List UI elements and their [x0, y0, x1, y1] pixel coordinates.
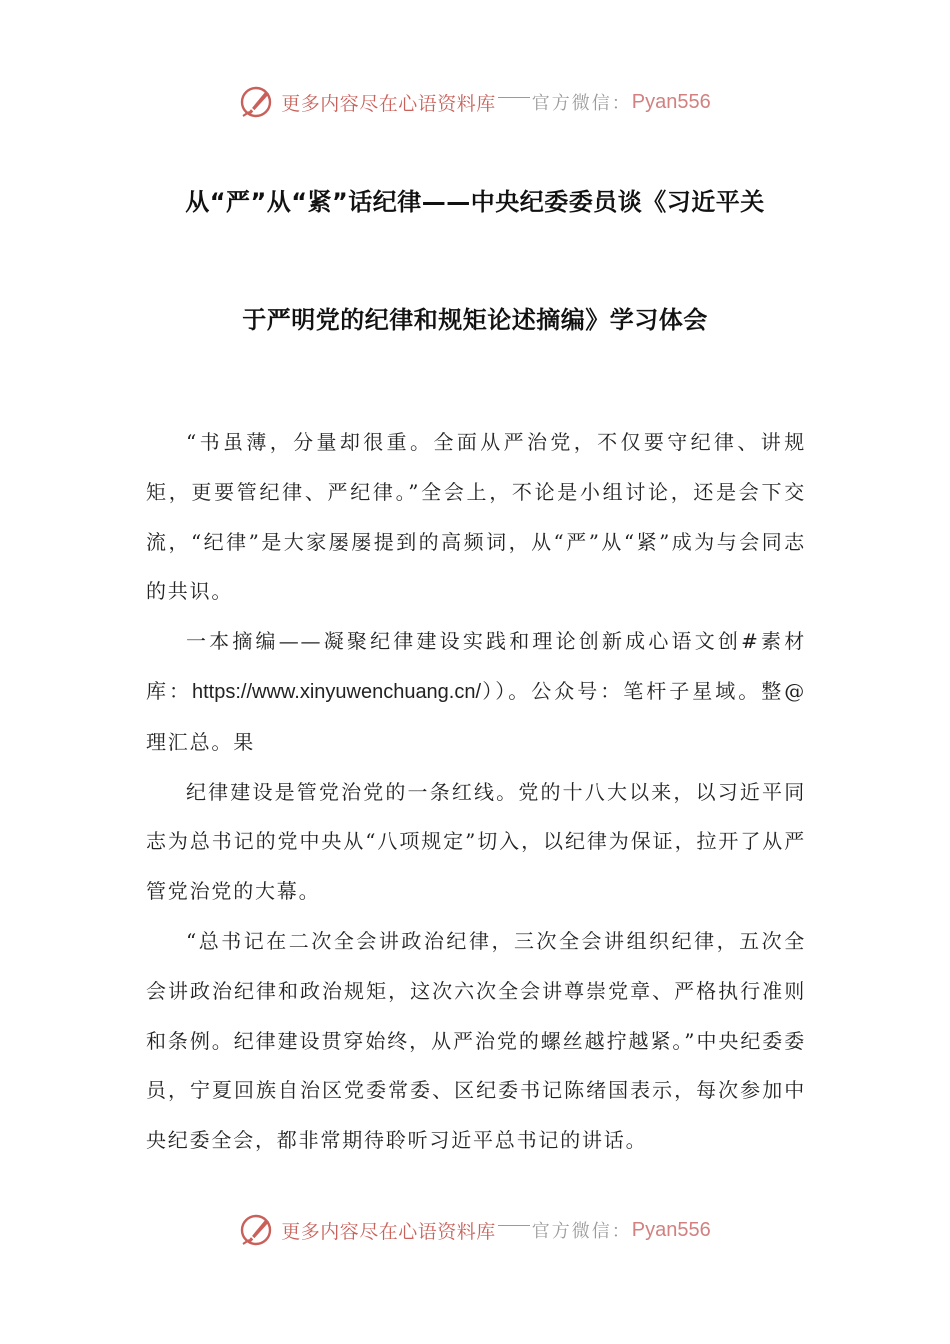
document-title-line-2: 于严明党的纪律和规矩论述摘编》学习体会	[242, 306, 708, 334]
paragraph-2-part-b: ））。公众号：笔杆子星域。整@理汇总。果	[146, 678, 806, 754]
banner-tail-text: 官方微信：	[531, 93, 632, 114]
paragraph-3: 纪律建设是管党治党的一条红线。党的十八大以来，以习近平同志为总书记的党中央从“八项规定”切入，以纪律为保证，拉开了从严管党治党的大幕。	[146, 779, 806, 904]
document-title-line-1: 从“严”从“紧”话纪律——中央纪委委员谈《习近平关	[185, 188, 765, 216]
paragraph-2	[146, 617, 806, 767]
footer-banner	[0, 1208, 950, 1252]
banner-lead-text: 更多内容尽在心语资料库	[281, 1220, 496, 1243]
quill-logo-icon	[239, 84, 275, 120]
banner-wechat-id: Pyan556	[631, 1218, 711, 1241]
document-body	[146, 418, 806, 1166]
banner-lead-text: 更多内容尽在心语资料库	[281, 92, 496, 115]
paragraph-2-part-a: 一本摘编——凝聚纪律建设实践和理论创新成心语文创#素材库：	[146, 629, 806, 703]
banner-wechat-id: Pyan556	[631, 90, 711, 113]
quill-logo-icon	[239, 1212, 275, 1248]
paragraph-4: “总书记在二次全会讲政治纪律，三次全会讲组织纪律，五次全会讲政治纪律和政治规矩，这次六次全会讲尊崇党章、严格执行准则和条例。纪律建设贯穿始终，从严治党的螺丝越拧越紧。”中央纪委委员，宁夏回族自治区党委常委、区纪委书记陈绪国表示，每次参加中央纪委全会，都非常期待聆听习近平总书记的讲话。	[146, 928, 806, 1153]
banner-dash	[498, 1225, 530, 1226]
header-banner	[0, 80, 950, 124]
banner-tail-text: 官方微信：	[531, 1221, 632, 1242]
paragraph-1: “书虽薄，分量却很重。全面从严治党，不仅要守纪律、讲规矩，更要管纪律、严纪律。”全会上，不论是小组讨论，还是会下交流，“纪律”是大家屡屡提到的高频词，从“严”从“紧”成为与会同志的共识。	[146, 430, 806, 604]
banner-dash	[498, 97, 530, 98]
source-url-link[interactable]: https://www.xinyuwenchuang.cn/	[192, 680, 482, 703]
